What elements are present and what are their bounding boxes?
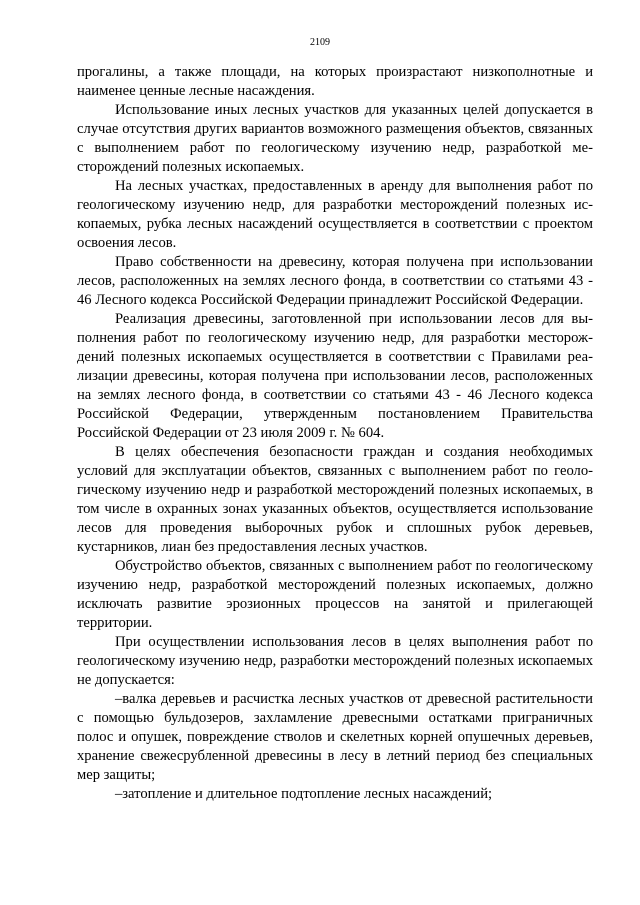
list-item-flooding-prohibition: –затопление и длительное подтопление лесных насаждений; bbox=[115, 786, 493, 802]
paragraph-prohibitions-intro: При осуществлении использования лесов в целях выполнения работ по геологическому изучению недр, разработки месторождений полезных ископаемых не допускается: bbox=[77, 634, 593, 688]
paragraph-other-land-use: Использование иных лесных участков для указанных целей допускается в случае отсутствия других вариантов возможного размещения объектов, связанных с выполнением работ по геологическому изучению недр, разработкой месторождений полезных ископаемых. bbox=[77, 102, 593, 175]
page-number: 2109 bbox=[310, 37, 330, 48]
paragraph-timber-ownership: Право собственности на древесину, которая получена при использовании лесов, расположенных на землях лесного фонда, в соответствии со статьями 43 - 46 Лесного кодекса Российской Федерации принадлежит Российской Федерации. bbox=[77, 254, 593, 308]
paragraph-safety-logging: В целях обеспечения безопасности граждан и создания необходимых условий для эксплуатации объектов, связанных с выполнением работ по геологическому изучению недр и разработкой месторождений полезных ископаемых, в том числе в охранных зонах указанных объектов, осуществляется использование лесов для проведения выборочных рубок и сплошных рубок деревьев, кустарников, лиан без предоставления лесных участков. bbox=[77, 444, 593, 555]
paragraph-continuation: прогалины, а также площади, на которых произрастают низкополнотные и наименее ценные лесные насаждения. bbox=[77, 64, 593, 99]
paragraph-erosion-prevention: Обустройство объектов, связанных с выполнением работ по геологическому изучению недр, разработкой месторождений полезных ископаемых, должно исключать развитие эрозионных процессов на занятой и прилегающей территории. bbox=[77, 558, 593, 631]
list-item-felling-prohibition: –валка деревьев и расчистка лесных участков от древесной растительности с помощью бульдозеров, захламление древесными остатками приграничных полос и опушек, повреждение стволов и скелетных корней опушечных деревьев, хранение свежесрубленной древесины в лесу в летний период без специальных мер защиты; bbox=[77, 691, 593, 783]
paragraph-leased-plots: На лесных участках, предоставленных в аренду для выполнения работ по геологическому изучению недр, для разработки месторождений полезных ископаемых, рубка лесных насаждений осуществляется в соответствии с проектом освоения лесов. bbox=[77, 178, 593, 251]
paragraph-timber-sale: Реализация древесины, заготовленной при использовании лесов для выполнения работ по геологическому изучению недр, для разработки месторождений полезных ископаемых осуществляется в соответствии с Правилами реализации древесины, которая получена при использовании лесов, расположенных на землях лесного фонда, в соответствии со статьями 43 - 46 Лесного кодекса Российской Федерации, утвержденным постановлением Правительства Российской Федерации от 23 июля 2009 г. № 604. bbox=[77, 311, 593, 441]
document-body bbox=[77, 63, 593, 804]
